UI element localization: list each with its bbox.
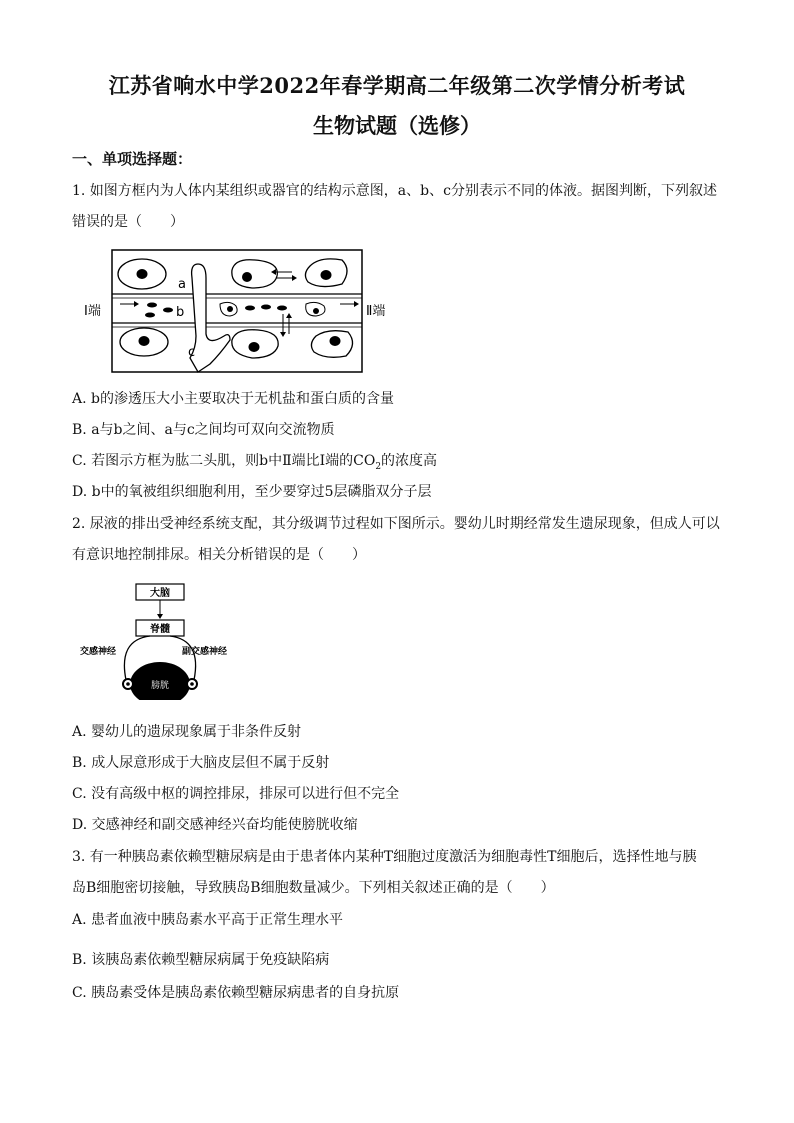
q1-option-b: B. a与b之间、a与c之间均可双向交流物质 xyxy=(72,422,335,438)
q3-stem-line1: 3. 有一种胰岛素依赖型糖尿病是由于患者体内某种T细胞过度激活为细胞毒性T细胞后，选择性地与胰 xyxy=(72,849,697,865)
q2-stem-line1: 2. 尿液的排出受神经系统支配，其分级调节过程如下图所示。婴幼儿时期经常发生遗尿现象，但成人可以 xyxy=(72,516,720,532)
q3-option-b: B. 该胰岛素依赖型糖尿病属于免疫缺陷病 xyxy=(72,952,330,968)
q1-option-a: A. b的渗透压大小主要取决于无机盐和蛋白质的含量 xyxy=(72,391,394,407)
q3-option-c: C. 胰岛素受体是胰岛素依赖型糖尿病患者的自身抗原 xyxy=(72,985,400,1001)
parasympathetic-label: 副交感神经 xyxy=(182,647,228,657)
q2-stem-line2: 有意识地控制排尿。相关分析错误的是（ ） xyxy=(72,547,366,563)
q1-option-d: D. b中的氧被组织细胞利用，至少要穿过5层磷脂双分子层 xyxy=(72,484,432,500)
q3-option-a: A. 患者血液中胰岛素水平高于正常生理水平 xyxy=(72,912,344,928)
q2-bladder-diagram xyxy=(78,580,258,700)
q2-option-a: A. 婴幼儿的遗尿现象属于非条件反射 xyxy=(72,724,302,740)
q1-stem-line2: 错误的是（ ） xyxy=(72,214,184,230)
page-subtitle: 生物试题（选修） xyxy=(313,113,481,138)
page-title: 江苏省响水中学2022年春学期高二年级第二次学情分析考试 xyxy=(108,73,686,98)
spinal-label: 脊髓 xyxy=(150,624,170,635)
q1-tissue-diagram xyxy=(80,248,400,378)
q2-option-d: D. 交感神经和副交感神经兴奋均能使膀胱收缩 xyxy=(72,817,358,833)
bladder-label: 膀胱 xyxy=(150,681,170,691)
q2-option-b: B. 成人尿意形成于大脑皮层但不属于反射 xyxy=(72,755,330,771)
q2-option-c: C. 没有高级中枢的调控排尿，排尿可以进行但不完全 xyxy=(72,786,400,802)
label-b: b xyxy=(176,305,185,320)
left-end-label: Ⅰ端 xyxy=(84,304,101,319)
brain-label: 大脑 xyxy=(150,588,170,599)
label-a: a xyxy=(178,277,186,292)
q1-option-c: C. 若图示方框为肱二头肌，则b中Ⅱ端比Ⅰ端的$CO_2$的浓度高 xyxy=(72,453,438,472)
label-c: c xyxy=(188,345,196,360)
q1-stem-line1: 1. 如图方框内为人体内某组织或器官的结构示意图，a、b、c分别表示不同的体液。据图判断，下列叙述 xyxy=(72,183,717,199)
q3-stem-line2: 岛B细胞密切接触，导致胰岛B细胞数量减少。下列相关叙述正确的是（ ） xyxy=(72,880,555,896)
sympathetic-label: 交感神经 xyxy=(80,647,117,657)
right-end-label: Ⅱ端 xyxy=(366,304,386,319)
section-heading: 一、单项选择题： xyxy=(72,150,193,168)
